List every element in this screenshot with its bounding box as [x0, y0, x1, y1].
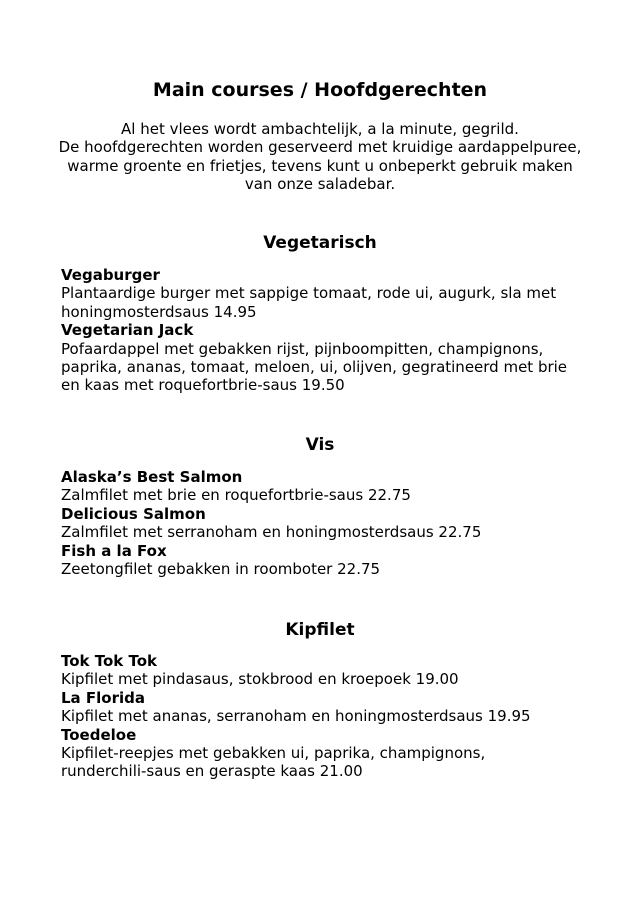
dish-description: runderchili-saus en geraspte kaas 21.00 [61, 762, 363, 781]
dish-description: Zalmfilet met brie en roquefortbrie-saus 22.75 [61, 486, 411, 505]
intro-text [0, 120, 640, 194]
intro-line: De hoofdgerechten worden geserveerd met kruidige aardappelpuree, [58, 138, 582, 157]
dish-description: en kaas met roquefortbrie-saus 19.50 [61, 376, 345, 395]
dish-description: Kipfilet met pindasaus, stokbrood en kroepoek 19.00 [61, 670, 459, 689]
dish-name: Delicious Salmon [61, 504, 206, 523]
dish-name: Vegetarian Jack [61, 321, 194, 340]
dish-description: Plantaardige burger met sappige tomaat, rode ui, augurk, sla met [61, 284, 557, 303]
dish-description: paprika, ananas, tomaat, meloen, ui, olijven, gegratineerd met brie [61, 358, 568, 377]
intro-line: warme groente en frietjes, tevens kunt u onbeperkt gebruik maken [67, 156, 573, 175]
section-vegetarisch [61, 266, 631, 395]
dish-name: Alaska’s Best Salmon [61, 468, 243, 486]
dish-name: Vegaburger [61, 266, 160, 284]
dish-name: Tok Tok Tok [61, 652, 158, 670]
section-kipfilet [61, 652, 631, 781]
section-vis [61, 468, 631, 578]
dish-description: Pofaardappel met gebakken rijst, pijnboompitten, champignons, [61, 339, 544, 358]
section-heading-vegetarisch: Vegetarisch [263, 233, 377, 253]
section-heading-kipfilet: Kipfilet [285, 620, 355, 640]
dish-description: Kipfilet met ananas, serranoham en honingmosterdsaus 19.95 [61, 707, 531, 726]
section-heading-vis: Vis [305, 435, 335, 455]
dish-description: honingmosterdsaus 14.95 [61, 302, 257, 321]
dish-description: Zeetongfilet gebakken in roomboter 22.75 [61, 560, 381, 579]
dish-name: La Florida [61, 688, 145, 707]
dish-description: Zalmfilet met serranoham en honingmosterdsaus 22.75 [61, 523, 482, 542]
intro-line: Al het vlees wordt ambachtelijk, a la minute, gegrild. [121, 120, 519, 138]
dish-name: Fish a la Fox [61, 541, 167, 560]
dish-name: Toedeloe [61, 725, 137, 744]
page-title: Main courses / Hoofdgerechten [152, 79, 488, 101]
intro-line: van onze saladebar. [244, 175, 396, 194]
dish-description: Kipfilet-reepjes met gebakken ui, paprika, champignons, [61, 744, 486, 763]
